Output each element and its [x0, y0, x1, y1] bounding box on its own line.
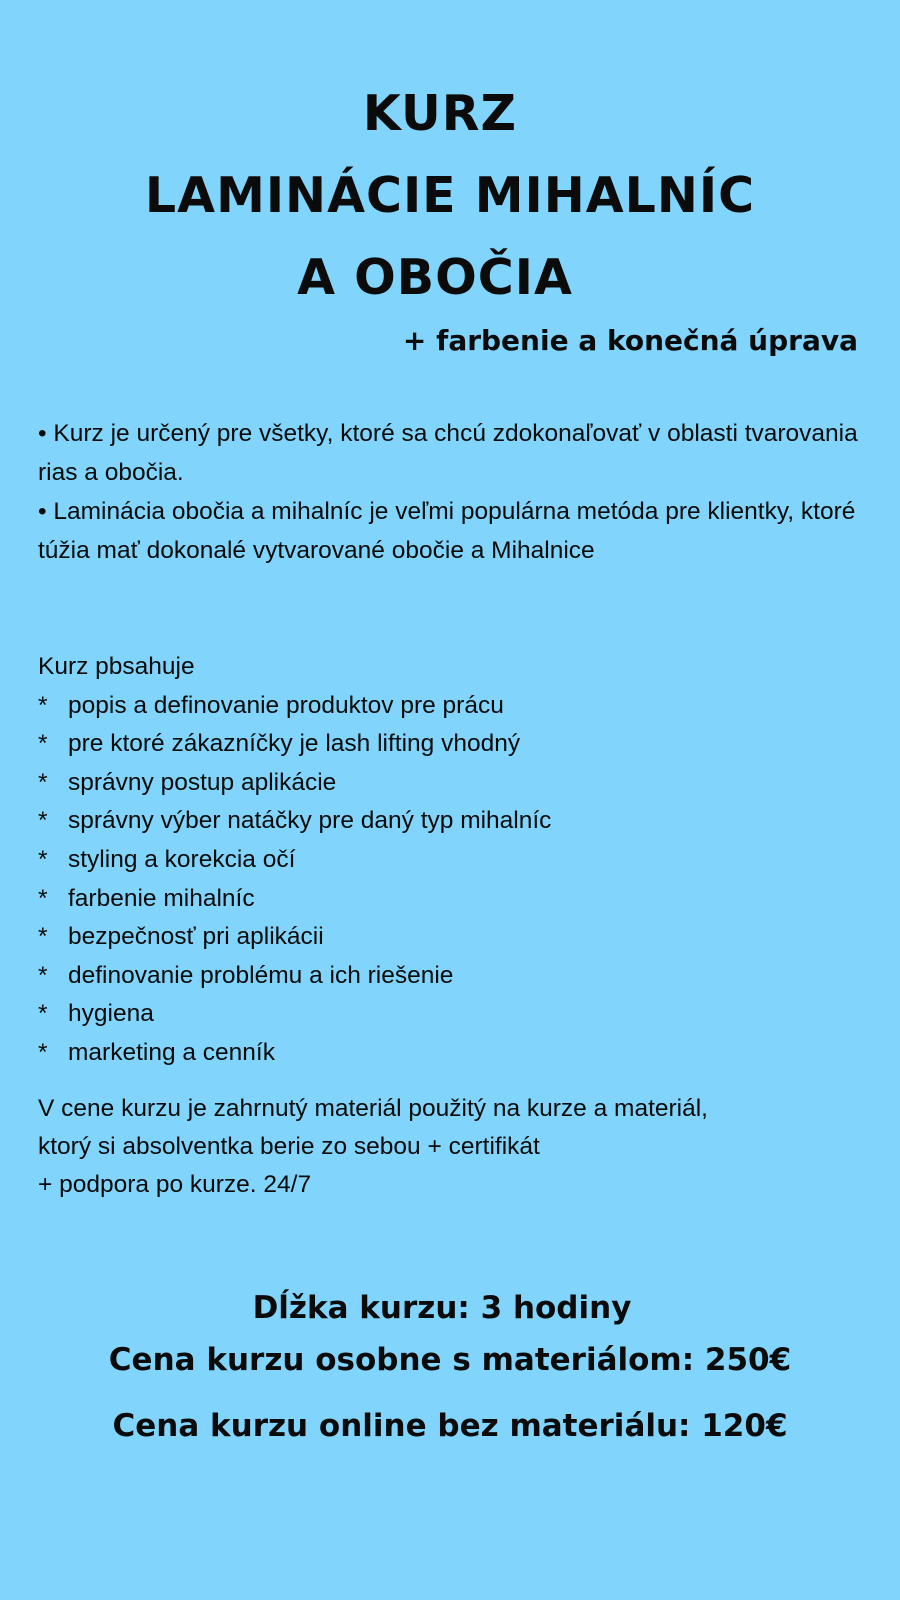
course-duration: Dĺžka kurzu: 3 hodiny: [252, 1290, 632, 1326]
contents-list: [38, 687, 878, 1073]
course-title-line-1: KURZ: [362, 85, 518, 142]
list-item: [38, 764, 878, 803]
course-title-line-3: A OBOČIA: [297, 249, 573, 306]
note-line: + podpora po kurze. 24/7: [38, 1171, 312, 1198]
list-item-text: styling a korekcia očí: [68, 845, 296, 873]
price-online: Cena kurzu online bez materiálu: 120€: [112, 1408, 788, 1444]
asterisk-bullet: *: [38, 807, 48, 835]
note-line: ktorý si absolventka berie zo sebou + certifikát: [38, 1133, 540, 1160]
asterisk-bullet: *: [38, 923, 48, 951]
list-item: [38, 918, 878, 957]
list-item-text: bezpečnosť pri aplikácii: [68, 923, 324, 951]
course-contents: [38, 648, 878, 1073]
asterisk-bullet: *: [38, 884, 48, 912]
asterisk-bullet: *: [38, 961, 48, 989]
list-item-text: hygiena: [68, 1000, 154, 1028]
course-title-line-2: LAMINÁCIE MIHALNÍC: [144, 167, 756, 224]
list-item-text: správny postup aplikácie: [68, 768, 337, 796]
price-in-person: Cena kurzu osobne s materiálom: 250€: [108, 1342, 792, 1378]
list-item: [38, 995, 878, 1034]
course-subtitle: + farbenie a konečná úprava: [402, 324, 858, 357]
list-item-text: marketing a cenník: [68, 1038, 275, 1066]
list-item-text: definovanie problému a ich riešenie: [68, 961, 454, 989]
list-item: [38, 802, 878, 841]
list-item: [38, 880, 878, 919]
note-line: V cene kurzu je zahrnutý materiál použitý na kurze a materiál,: [38, 1095, 708, 1122]
contents-heading: Kurz pbsahuje: [38, 653, 195, 680]
list-item: [38, 687, 878, 726]
intro-text: [38, 414, 878, 570]
intro-paragraph: • Laminácia obočia a mihalníc je veľmi populárna metóda pre klientky, ktoré túžia mať dokonalé vytvarované obočie a Mihalnice: [38, 498, 856, 564]
list-item-text: pre ktoré zákazníčky je lash lifting vhodný: [68, 730, 521, 758]
asterisk-bullet: *: [38, 730, 48, 758]
asterisk-bullet: *: [38, 1000, 48, 1028]
list-item-text: správny výber natáčky pre daný typ mihalníc: [68, 807, 552, 835]
included-materials-note: [38, 1090, 878, 1204]
list-item: [38, 725, 878, 764]
asterisk-bullet: *: [38, 1038, 48, 1066]
list-item-text: farbenie mihalníc: [68, 884, 255, 912]
list-item: [38, 841, 878, 880]
asterisk-bullet: *: [38, 768, 48, 796]
intro-paragraph: • Kurz je určený pre všetky, ktoré sa chcú zdokonaľovať v oblasti tvarovania rias a obočia.: [38, 420, 858, 486]
list-item: [38, 957, 878, 996]
asterisk-bullet: *: [38, 845, 48, 873]
list-item: [38, 1034, 878, 1073]
list-item-text: popis a definovanie produktov pre prácu: [68, 691, 504, 719]
asterisk-bullet: *: [38, 691, 48, 719]
